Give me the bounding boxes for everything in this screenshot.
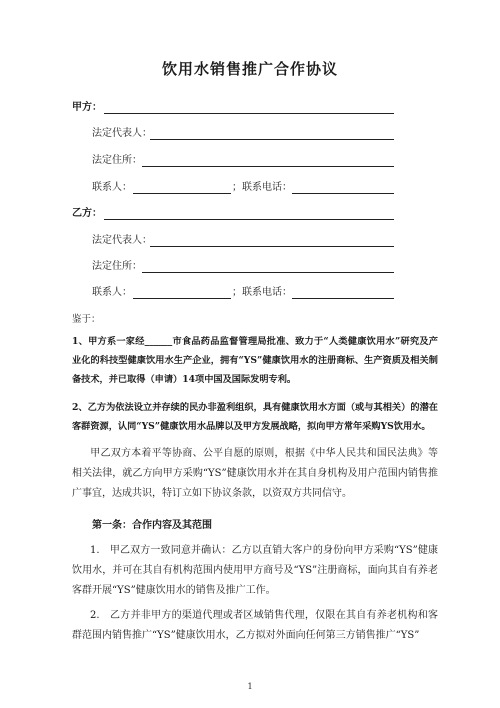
party-b-phone-label: ；联系电话：: [232, 287, 292, 298]
party-b-label: 乙方：: [72, 208, 102, 219]
article-1-clause-2: [72, 606, 438, 646]
recital-1: 1、甲方系一家经______市食品药品监督管理局批准、致力于“人类健康饮用水”研究及产业化的科技型健康饮用水生产企业，拥有“YS”健康饮用水的注册商标、生产资质及相关制备技术，并已取得（申请）14项中国及国际发明专利。: [72, 336, 438, 385]
party-a-blank: [104, 113, 394, 114]
article-1-heading: 第一条：合作内容及其范围: [92, 520, 212, 531]
party-a-addr-row: [92, 154, 142, 168]
party-a-row: [72, 101, 102, 115]
party-b-addr-label: 法定住所：: [92, 261, 142, 272]
party-a-phone-row: [232, 181, 292, 195]
party-a-phone-label: ；联系电话：: [232, 182, 292, 193]
party-b-contact-blank: [133, 298, 231, 299]
party-b-phone-row: [232, 286, 292, 300]
party-b-contact-label: 联系人：: [92, 287, 132, 298]
party-a-contact-row: [92, 181, 132, 195]
party-a-label: 甲方：: [72, 102, 102, 113]
party-b-addr-blank: [142, 272, 394, 273]
party-b-row: [72, 207, 102, 221]
clause-1-text: 1. 甲乙双方一致同意并确认：乙方以直销大客户的身份向甲方采购“YS”健康饮用水，并可在其自有机构范围内使用甲方商号及“YS”注册商标，面向其自有养老客群开展“YS”健康饮用水的销售及推广工作。: [72, 545, 438, 596]
recital-2: 2、乙方为依法设立并存续的民办非盈利组织，具有健康饮用水方面（或与其相关）的潜在客群资源，认同“YS”健康饮用水品牌以及甲方发展战略，拟向甲方常年采购YS饮用水。: [72, 402, 438, 432]
party-b-contact-row: [92, 286, 132, 300]
party-a-contact-label: 联系人：: [92, 182, 132, 193]
party-a-phone-blank: [292, 193, 394, 194]
party-b-blank: [104, 219, 394, 220]
party-b-rep-label: 法定代表人：: [92, 235, 152, 246]
party-b-rep-row: [92, 234, 152, 248]
page-title: 饮用水销售推广合作协议: [161, 60, 338, 78]
party-b-rep-blank: [150, 246, 394, 247]
agreement-paragraph: [72, 444, 438, 504]
party-a-addr-label: 法定住所：: [92, 155, 142, 166]
party-a-rep-row: [92, 127, 152, 141]
party-b-addr-row: [92, 260, 142, 274]
article-1-clause-1: [72, 541, 438, 601]
page-number: 1: [247, 682, 253, 691]
preamble-label: 鉴于：: [72, 314, 101, 325]
party-a-contact-blank: [133, 193, 231, 194]
party-a-addr-blank: [142, 166, 394, 167]
party-a-rep-blank: [150, 139, 394, 140]
party-b-phone-blank: [292, 298, 394, 299]
agreement-text: 甲乙双方本着平等协商、公平自愿的原则，根据《中华人民共和国民法典》等相关法律，就乙方向甲方采购“YS”健康饮用水并在其自身机构及用户范围内销售推广事宜，达成共识，特订立如下协议条款，以资双方共同信守。: [72, 448, 438, 499]
clause-2-text: 2. 乙方并非甲方的渠道代理或者区域销售代理，仅限在其自有养老机构和客群范围内销售推广“YS”健康饮用水，乙方拟对外面向任何第三方销售推广“YS”: [72, 610, 438, 641]
party-a-rep-label: 法定代表人：: [92, 128, 152, 139]
